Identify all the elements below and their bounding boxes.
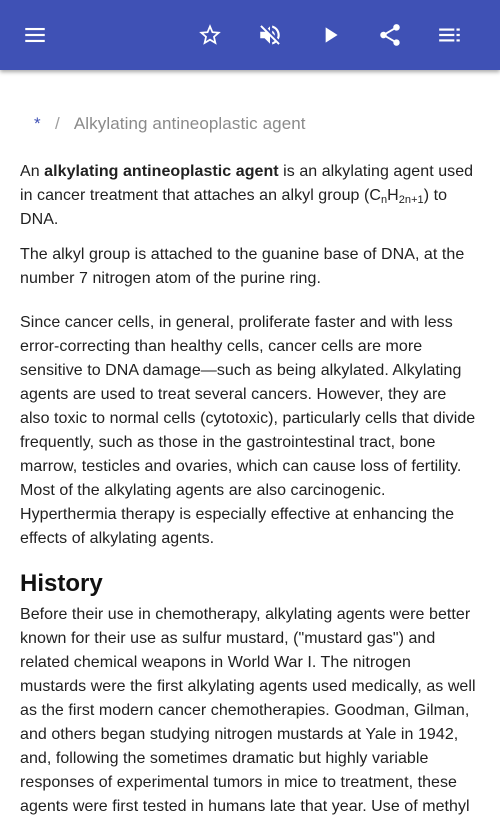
section-heading-history: History <box>20 570 103 597</box>
intro-text-end: ) to DNA. <box>20 187 448 228</box>
paragraph-cancer-cells: Since cancer cells, in general, proliferate faster and with less error-correcting than healthy cells, cancer cells are more sensitive to DNA damage—such as being alkylated. Alkylating agents are used to treat several cancers. However, they are also toxic to normal cells (cytotoxic), particularly cells that divide frequently, such as those in the gastrointestinal tract, bone marrow, testicles and ovaries, which can cause loss of fertility. Most of the alkylating agents are also carcinogenic. Hyperthermia therapy is especially effective at enhancing the effects of alkylating agents. <box>20 314 476 547</box>
breadcrumb-current: Alkylating antineoplastic agent <box>73 114 306 133</box>
menu-button[interactable] <box>15 15 55 55</box>
volume-off-icon <box>257 22 283 48</box>
article-content <box>0 70 500 815</box>
star-outline-icon <box>197 22 223 48</box>
hamburger-menu-icon <box>22 22 48 48</box>
play-icon <box>317 22 343 48</box>
intro-text: is an alkylating agent used in cancer treatment that attaches an alkyl group (C <box>20 163 474 204</box>
formula-subscript-2n1: 2n+1 <box>398 194 424 206</box>
intro-lead: An <box>20 163 45 180</box>
share-button[interactable] <box>370 15 410 55</box>
table-of-contents-button[interactable] <box>430 15 470 55</box>
breadcrumb-separator: / <box>55 114 60 133</box>
paragraph-guanine: The alkyl group is attached to the guanine base of DNA, at the number 7 nitrogen atom of the purine ring. <box>20 246 465 287</box>
play-button[interactable] <box>310 15 350 55</box>
list-icon <box>437 22 463 48</box>
bookmark-button[interactable] <box>190 15 230 55</box>
intro-term: alkylating antineoplastic agent <box>44 163 279 180</box>
share-icon <box>377 22 403 48</box>
intro-paragraph <box>20 160 480 232</box>
formula-h: H <box>387 187 399 204</box>
breadcrumb-root-link[interactable]: * <box>34 114 41 133</box>
mute-button[interactable] <box>250 15 290 55</box>
app-toolbar <box>0 0 500 70</box>
formula-subscript-n: n <box>380 194 388 206</box>
paragraph-history: Before their use in chemotherapy, alkylating agents were better known for their use as sulfur mustard, ("mustard gas") and related chemical weapons in World War I. The nitrogen mustards were the first alkylating agents used medically, as well as the first modern cancer chemotherapies. Goodman, Gilman, and others began studying nitrogen mustards at Yale in 1942, and, following the sometimes dramatic but highly variable responses of experimental tumors in mice to treatment, these agents were first tested in humans late that year. Use of methyl <box>20 606 476 815</box>
breadcrumb <box>34 113 480 135</box>
